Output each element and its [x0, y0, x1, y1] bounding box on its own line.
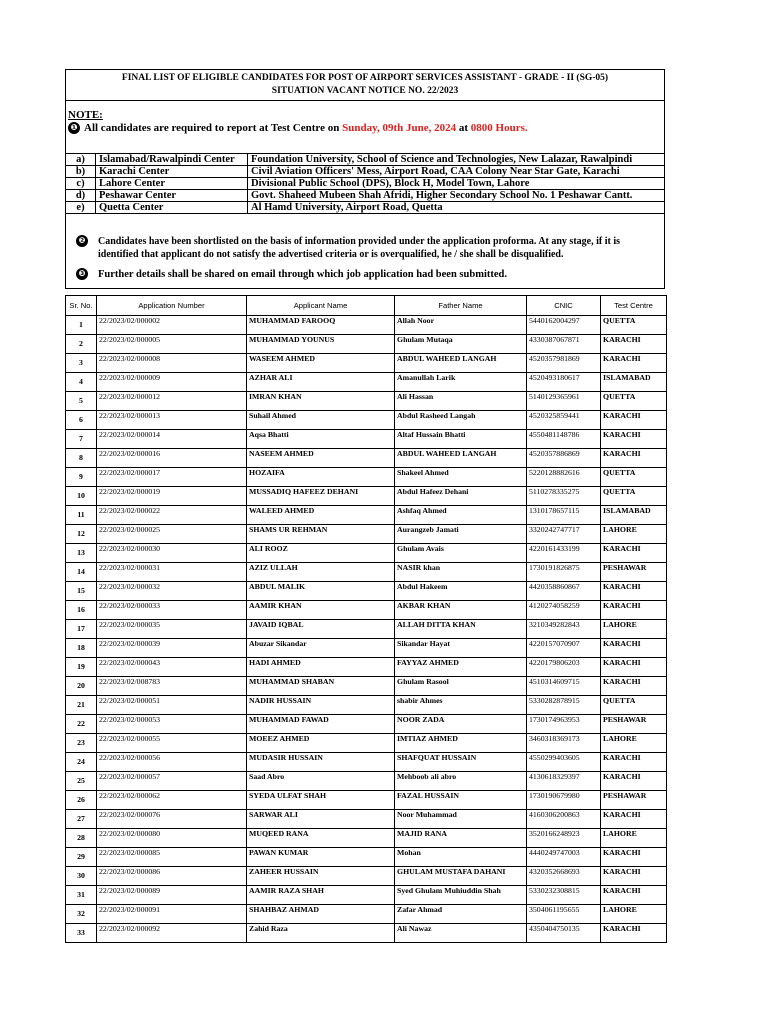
cell-sr-no: 32 — [66, 905, 97, 924]
cell-applicant-name: MUHAMMAD FAWAD — [247, 715, 395, 734]
cell-test-centre: KARACHI — [601, 544, 667, 563]
cell-applicant-name: AZIZ ULLAH — [247, 563, 395, 582]
cell-cnic: 4350404750135 — [527, 924, 601, 943]
cell-father-name: ABDUL WAHEED LANGAH — [395, 354, 527, 373]
cell-application-number: 22/2023/02/000053 — [97, 715, 247, 734]
cell-cnic: 5140129365961 — [527, 392, 601, 411]
cell-sr-no: 24 — [66, 753, 97, 772]
cell-father-name: FAZAL HUSSAIN — [395, 791, 527, 810]
cell-father-name: Abdul Rasheed Langah — [395, 411, 527, 430]
cell-test-centre: KARACHI — [601, 335, 667, 354]
cell-test-centre: LAHORE — [601, 525, 667, 544]
cell-father-name: MAJID RANA — [395, 829, 527, 848]
cell-test-centre: KARACHI — [601, 658, 667, 677]
cell-father-name: Mehboob ali abro — [395, 772, 527, 791]
cell-sr-no: 9 — [66, 468, 97, 487]
cell-test-centre: KARACHI — [601, 430, 667, 449]
cell-applicant-name: JAVAID IQBAL — [247, 620, 395, 639]
cell-test-centre: KARACHI — [601, 810, 667, 829]
cell-applicant-name: Saad Abro — [247, 772, 395, 791]
cell-applicant-name: HADI AHMED — [247, 658, 395, 677]
cell-application-number: 22/2023/02/000062 — [97, 791, 247, 810]
table-row — [66, 829, 667, 848]
cell-sr-no: 18 — [66, 639, 97, 658]
cell-sr-no: 1 — [66, 316, 97, 335]
cell-application-number: 22/2023/02/000025 — [97, 525, 247, 544]
table-row — [66, 791, 667, 810]
cell-cnic: 4420358860867 — [527, 582, 601, 601]
cell-applicant-name: WASEEM AHMED — [247, 354, 395, 373]
test-centres-table — [66, 153, 664, 214]
cell-cnic: 4520325859441 — [527, 411, 601, 430]
cell-test-centre: KARACHI — [601, 886, 667, 905]
header-application-number: Application Number — [97, 296, 247, 316]
number-2-icon: ❷ — [76, 235, 88, 247]
cell-application-number: 22/2023/02/000017 — [97, 468, 247, 487]
cell-test-centre: ISLAMABAD — [601, 373, 667, 392]
centre-letter: b) — [66, 166, 96, 178]
centre-letter: e) — [66, 202, 96, 214]
cell-cnic: 1730191826875 — [527, 563, 601, 582]
cell-cnic: 4220157070907 — [527, 639, 601, 658]
note-point-1-text: All candidates are required to report at Test Centre on — [84, 122, 340, 134]
cell-application-number: 22/2023/02/000086 — [97, 867, 247, 886]
cell-father-name: Noor Muhammad — [395, 810, 527, 829]
cell-cnic: 5330282878915 — [527, 696, 601, 715]
table-row — [66, 373, 667, 392]
cell-applicant-name: MUHAMMAD FAROOQ — [247, 316, 395, 335]
cell-cnic: 4550299403605 — [527, 753, 601, 772]
cell-application-number: 22/2023/02/000091 — [97, 905, 247, 924]
centre-name: Islamabad/Rawalpindi Center — [96, 154, 248, 166]
cell-cnic: 4520357886869 — [527, 449, 601, 468]
cell-father-name: GHULAM MUSTAFA DAHANI — [395, 867, 527, 886]
cell-sr-no: 3 — [66, 354, 97, 373]
cell-test-centre: ISLAMABAD — [601, 506, 667, 525]
cell-sr-no: 21 — [66, 696, 97, 715]
cell-cnic: 4220179806203 — [527, 658, 601, 677]
cell-test-centre: KARACHI — [601, 354, 667, 373]
document-header — [65, 69, 665, 101]
note-point-2-text: Candidates have been shortlisted on the basis of information provided under the application proforma. At any stage, if it is identified that applicant do not satisfy the advertised criteria or is overqualified, he / she shall be disqualified. — [98, 236, 620, 260]
cell-applicant-name: WALEED AHMED — [247, 506, 395, 525]
cell-application-number: 22/2023/02/000008 — [97, 354, 247, 373]
cell-applicant-name: Zahid Raza — [247, 924, 395, 943]
cell-applicant-name: AAMIR RAZA SHAH — [247, 886, 395, 905]
cell-sr-no: 16 — [66, 601, 97, 620]
cell-sr-no: 4 — [66, 373, 97, 392]
table-row — [66, 696, 667, 715]
table-row — [66, 430, 667, 449]
cell-test-centre: LAHORE — [601, 734, 667, 753]
table-row — [66, 601, 667, 620]
cell-father-name: NOOR ZADA — [395, 715, 527, 734]
cell-cnic: 4520357981869 — [527, 354, 601, 373]
table-row — [66, 354, 667, 373]
cell-test-centre: LAHORE — [601, 620, 667, 639]
cell-test-centre: QUETTA — [601, 468, 667, 487]
cell-cnic: 3460318369173 — [527, 734, 601, 753]
cell-father-name: Zafar Ahmad — [395, 905, 527, 924]
cell-applicant-name: SYEDA ULFAT SHAH — [247, 791, 395, 810]
cell-cnic: 3320242747717 — [527, 525, 601, 544]
cell-cnic: 4120274058259 — [527, 601, 601, 620]
cell-application-number: 22/2023/02/000016 — [97, 449, 247, 468]
cell-cnic: 1730174963953 — [527, 715, 601, 734]
cell-cnic: 4520493180617 — [527, 373, 601, 392]
centre-address: Al Hamd University, Airport Road, Quetta — [248, 202, 665, 214]
cell-applicant-name: PAWAN KUMAR — [247, 848, 395, 867]
note-point-1 — [68, 122, 528, 134]
cell-application-number: 22/2023/02/000092 — [97, 924, 247, 943]
cell-applicant-name: NADIR HUSSAIN — [247, 696, 395, 715]
notice-number: SITUATION VACANT NOTICE NO. 22/2023 — [271, 86, 459, 96]
cell-sr-no: 6 — [66, 411, 97, 430]
cell-cnic: 3520166248923 — [527, 829, 601, 848]
cell-application-number: 22/2023/02/000019 — [97, 487, 247, 506]
cell-father-name: NASIR khan — [395, 563, 527, 582]
note-point-3 — [68, 268, 660, 281]
centre-name: Lahore Center — [96, 178, 248, 190]
cell-father-name: FAYYAZ AHMED — [395, 658, 527, 677]
cell-cnic: 5220128882616 — [527, 468, 601, 487]
cell-test-centre: KARACHI — [601, 677, 667, 696]
cell-cnic: 1310178657115 — [527, 506, 601, 525]
cell-application-number: 22/2023/02/000012 — [97, 392, 247, 411]
table-row — [66, 753, 667, 772]
centre-name: Quetta Center — [96, 202, 248, 214]
cell-applicant-name: SARWAR ALI — [247, 810, 395, 829]
table-row — [66, 525, 667, 544]
note-point-1-at: at — [458, 122, 469, 134]
cell-test-centre: QUETTA — [601, 316, 667, 335]
cell-test-centre: QUETTA — [601, 487, 667, 506]
number-1-icon: ❶ — [68, 122, 80, 134]
cell-sr-no: 17 — [66, 620, 97, 639]
note-section — [65, 101, 665, 289]
cell-test-centre: LAHORE — [601, 905, 667, 924]
note-point-3-text: Further details shall be shared on email through which job application had been submitted. — [98, 269, 507, 280]
cell-sr-no: 10 — [66, 487, 97, 506]
cell-applicant-name: AAMIR KHAN — [247, 601, 395, 620]
cell-application-number: 22/2023/02/000051 — [97, 696, 247, 715]
centre-address: Govt. Shaheed Mubeen Shah Afridi, Higher Secondary School No. 1 Peshawar Cantt. — [248, 190, 665, 202]
cell-father-name: Ashfaq Ahmed — [395, 506, 527, 525]
cell-application-number: 22/2023/02/000043 — [97, 658, 247, 677]
cell-test-centre: PESHAWAR — [601, 563, 667, 582]
centre-letter: c) — [66, 178, 96, 190]
cell-cnic: 5330232308815 — [527, 886, 601, 905]
cell-cnic: 3504061195655 — [527, 905, 601, 924]
cell-test-centre: KARACHI — [601, 601, 667, 620]
test-centre-row — [66, 202, 664, 214]
cell-test-centre: KARACHI — [601, 924, 667, 943]
header-father-name: Father Name — [395, 296, 527, 316]
cell-applicant-name: IMRAN KHAN — [247, 392, 395, 411]
cell-applicant-name: SHAMS UR REHMAN — [247, 525, 395, 544]
cell-test-centre: KARACHI — [601, 867, 667, 886]
cell-application-number: 22/2023/02/000033 — [97, 601, 247, 620]
table-row — [66, 468, 667, 487]
table-row — [66, 905, 667, 924]
cell-sr-no: 14 — [66, 563, 97, 582]
centre-letter: a) — [66, 154, 96, 166]
cell-application-number: 22/2023/02/000009 — [97, 373, 247, 392]
cell-father-name: Altaf Hussain Bhatti — [395, 430, 527, 449]
cell-application-number: 22/2023/02/000057 — [97, 772, 247, 791]
cell-father-name: SHAFQUAT HUSSAIN — [395, 753, 527, 772]
cell-father-name: Allah Noor — [395, 316, 527, 335]
cell-test-centre: KARACHI — [601, 639, 667, 658]
cell-father-name: Amanullah Larik — [395, 373, 527, 392]
cell-cnic: 4510314609715 — [527, 677, 601, 696]
table-row — [66, 924, 667, 943]
table-row — [66, 506, 667, 525]
cell-test-centre: PESHAWAR — [601, 715, 667, 734]
cell-cnic: 4160306200863 — [527, 810, 601, 829]
table-row — [66, 563, 667, 582]
cell-applicant-name: Aqsa Bhatti — [247, 430, 395, 449]
cell-applicant-name: MUHAMMAD YOUNUS — [247, 335, 395, 354]
cell-sr-no: 22 — [66, 715, 97, 734]
cell-test-centre: KARACHI — [601, 772, 667, 791]
centre-name: Karachi Center — [96, 166, 248, 178]
centre-name: Peshawar Center — [96, 190, 248, 202]
cell-test-centre: QUETTA — [601, 696, 667, 715]
centre-address: Divisional Public School (DPS), Block H, Model Town, Lahore — [248, 178, 665, 190]
cell-sr-no: 25 — [66, 772, 97, 791]
table-row — [66, 772, 667, 791]
cell-application-number: 22/2023/02/000005 — [97, 335, 247, 354]
table-row — [66, 886, 667, 905]
table-row — [66, 677, 667, 696]
cell-applicant-name: MUDASIR HUSSAIN — [247, 753, 395, 772]
test-date: Sunday, 09th June, 2024 — [342, 122, 457, 134]
cell-application-number: 22/2023/02/000032 — [97, 582, 247, 601]
cell-test-centre: KARACHI — [601, 582, 667, 601]
cell-father-name: Ghulam Avais — [395, 544, 527, 563]
cell-sr-no: 5 — [66, 392, 97, 411]
cell-cnic: 4220161433199 — [527, 544, 601, 563]
centre-address: Foundation University, School of Science and Technologies, New Lalazar, Rawalpindi — [248, 154, 665, 166]
table-row — [66, 316, 667, 335]
cell-test-centre: PESHAWAR — [601, 791, 667, 810]
table-row — [66, 544, 667, 563]
cell-applicant-name: Abuzar Sikandar — [247, 639, 395, 658]
cell-cnic: 4320352668693 — [527, 867, 601, 886]
test-centre-row — [66, 154, 664, 166]
table-row — [66, 734, 667, 753]
cell-applicant-name: NASEEM AHMED — [247, 449, 395, 468]
table-row — [66, 715, 667, 734]
cell-application-number: 22/2023/02/000022 — [97, 506, 247, 525]
table-row — [66, 449, 667, 468]
centre-address: Civil Aviation Officers' Mess, Airport Road, CAA Colony Near Star Gate, Karachi — [248, 166, 665, 178]
cell-sr-no: 29 — [66, 848, 97, 867]
cell-sr-no: 28 — [66, 829, 97, 848]
cell-father-name: AKBAR KHAN — [395, 601, 527, 620]
cell-father-name: ALLAH DITTA KHAN — [395, 620, 527, 639]
cell-application-number: 22/2023/02/000039 — [97, 639, 247, 658]
header-cnic: CNIC — [527, 296, 601, 316]
cell-sr-no: 13 — [66, 544, 97, 563]
cell-application-number: 22/2023/02/000085 — [97, 848, 247, 867]
test-time: 0800 Hours. — [470, 122, 528, 134]
cell-sr-no: 7 — [66, 430, 97, 449]
cell-sr-no: 20 — [66, 677, 97, 696]
table-row — [66, 487, 667, 506]
cell-application-number: 22/2023/02/000031 — [97, 563, 247, 582]
cell-application-number: 22/2023/02/000035 — [97, 620, 247, 639]
candidates-table — [65, 295, 667, 943]
cell-father-name: Abdul Hafeez Dehani — [395, 487, 527, 506]
cell-application-number: 22/2023/02/000089 — [97, 886, 247, 905]
cell-application-number: 22/2023/02/000076 — [97, 810, 247, 829]
cell-father-name: Ali Nawaz — [395, 924, 527, 943]
cell-sr-no: 27 — [66, 810, 97, 829]
cell-father-name: ABDUL WAHEED LANGAH — [395, 449, 527, 468]
header-applicant-name: Applicant Name — [247, 296, 395, 316]
cell-sr-no: 30 — [66, 867, 97, 886]
cell-father-name: Mohan — [395, 848, 527, 867]
cell-sr-no: 2 — [66, 335, 97, 354]
cell-father-name: Sikandar Hayat — [395, 639, 527, 658]
cell-application-number: 22/2023/02/000055 — [97, 734, 247, 753]
table-row — [66, 582, 667, 601]
cell-sr-no: 12 — [66, 525, 97, 544]
cell-applicant-name: ZAHEER HUSSAIN — [247, 867, 395, 886]
cell-sr-no: 19 — [66, 658, 97, 677]
cell-application-number: 22/2023/02/000013 — [97, 411, 247, 430]
header-test-centre: Test Centre — [601, 296, 667, 316]
cell-father-name: IMTIAZ AHMED — [395, 734, 527, 753]
cell-cnic: 3210349282843 — [527, 620, 601, 639]
cell-cnic: 5440162004297 — [527, 316, 601, 335]
cell-application-number: 22/2023/02/000014 — [97, 430, 247, 449]
cell-father-name: Ali Hassan — [395, 392, 527, 411]
cell-father-name: Abdul Hakeem — [395, 582, 527, 601]
cell-sr-no: 8 — [66, 449, 97, 468]
cell-applicant-name: ABDUL MALIK — [247, 582, 395, 601]
cell-father-name: Shakeel Ahmed — [395, 468, 527, 487]
cell-cnic: 4330387067871 — [527, 335, 601, 354]
cell-father-name: shabir Ahmes — [395, 696, 527, 715]
table-row — [66, 810, 667, 829]
cell-father-name: Aurangzeb Jamati — [395, 525, 527, 544]
table-header-row — [66, 296, 667, 316]
cell-cnic: 5110278335275 — [527, 487, 601, 506]
cell-applicant-name: MUSSADIQ HAFEEZ DEHANI — [247, 487, 395, 506]
cell-applicant-name: MUHAMMAD SHABAN — [247, 677, 395, 696]
test-centre-row — [66, 190, 664, 202]
test-centre-row — [66, 178, 664, 190]
cell-sr-no: 31 — [66, 886, 97, 905]
cell-cnic: 4550481148786 — [527, 430, 601, 449]
cell-application-number: 22/2023/02/008783 — [97, 677, 247, 696]
centre-letter: d) — [66, 190, 96, 202]
cell-test-centre: LAHORE — [601, 829, 667, 848]
table-row — [66, 867, 667, 886]
cell-applicant-name: HOZAIFA — [247, 468, 395, 487]
cell-applicant-name: AZHAR ALI — [247, 373, 395, 392]
cell-cnic: 4440249747003 — [527, 848, 601, 867]
cell-cnic: 1730190679980 — [527, 791, 601, 810]
cell-test-centre: KARACHI — [601, 848, 667, 867]
cell-sr-no: 33 — [66, 924, 97, 943]
table-row — [66, 639, 667, 658]
cell-applicant-name: Suhail Ahmed — [247, 411, 395, 430]
cell-applicant-name: SHAHBAZ AHMAD — [247, 905, 395, 924]
table-row — [66, 848, 667, 867]
cell-father-name: Syed Ghulam Muhiuddin Shah — [395, 886, 527, 905]
cell-cnic: 4130618329397 — [527, 772, 601, 791]
cell-applicant-name: MUQEED RANA — [247, 829, 395, 848]
cell-sr-no: 23 — [66, 734, 97, 753]
header-sr-no: Sr. No. — [66, 296, 97, 316]
cell-sr-no: 15 — [66, 582, 97, 601]
document-title: FINAL LIST OF ELIGIBLE CANDIDATES FOR POST OF AIRPORT SERVICES ASSISTANT - GRADE - II (SG-05) — [121, 73, 609, 83]
cell-test-centre: KARACHI — [601, 753, 667, 772]
table-row — [66, 658, 667, 677]
note-point-2 — [68, 235, 660, 261]
table-row — [66, 392, 667, 411]
table-row — [66, 335, 667, 354]
cell-test-centre: KARACHI — [601, 411, 667, 430]
cell-sr-no: 11 — [66, 506, 97, 525]
cell-application-number: 22/2023/02/000030 — [97, 544, 247, 563]
cell-application-number: 22/2023/02/000080 — [97, 829, 247, 848]
cell-test-centre: QUETTA — [601, 392, 667, 411]
test-centre-row — [66, 166, 664, 178]
cell-applicant-name: MOEEZ AHMED — [247, 734, 395, 753]
cell-father-name: Ghulam Rasool — [395, 677, 527, 696]
note-title: NOTE: — [68, 109, 103, 121]
table-row — [66, 411, 667, 430]
cell-sr-no: 26 — [66, 791, 97, 810]
cell-application-number: 22/2023/02/000056 — [97, 753, 247, 772]
number-3-icon: ❸ — [76, 268, 88, 280]
cell-application-number: 22/2023/02/000002 — [97, 316, 247, 335]
table-row — [66, 620, 667, 639]
cell-test-centre: KARACHI — [601, 449, 667, 468]
cell-applicant-name: ALI ROOZ — [247, 544, 395, 563]
cell-father-name: Ghulam Mutaqa — [395, 335, 527, 354]
